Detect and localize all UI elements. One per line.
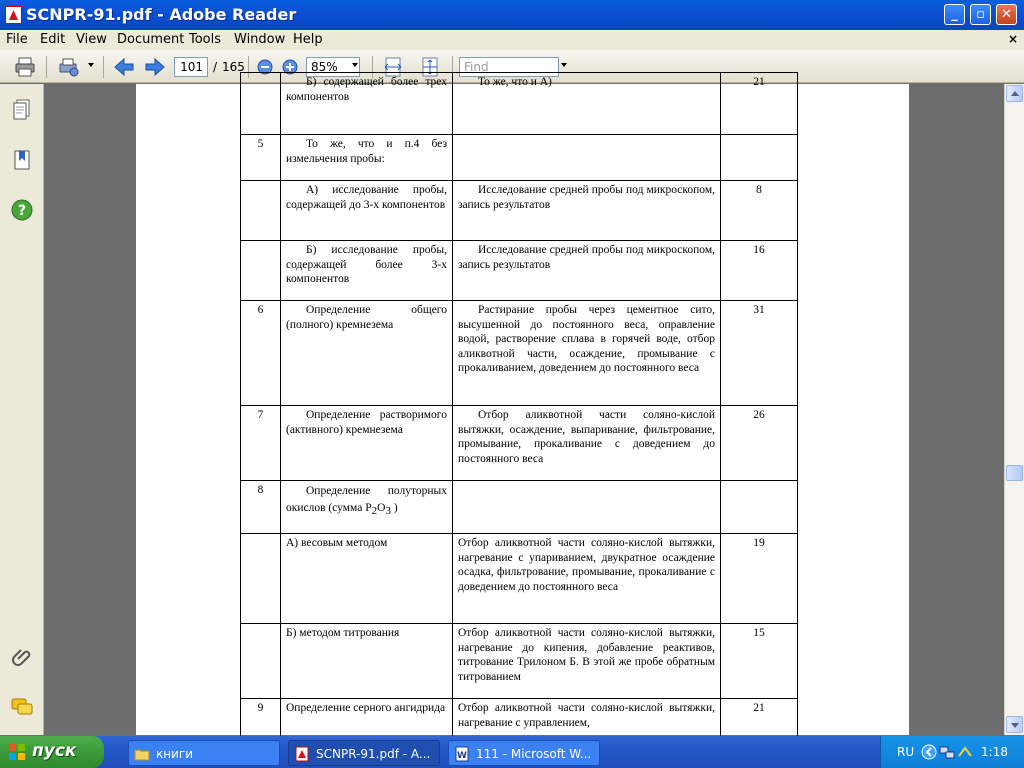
row-name: То же, что и п.4 без измельчения пробы:	[281, 135, 453, 181]
row-time: 8	[721, 181, 798, 241]
chevron-down-icon[interactable]	[352, 63, 358, 67]
pdf-page	[136, 76, 909, 735]
taskbar	[0, 736, 1024, 768]
title-bar	[0, 0, 1024, 30]
row-name-prefix: Определение полуторных окислов (сумма Р	[286, 485, 447, 514]
scroll-down-button[interactable]	[1006, 716, 1023, 733]
menu-window[interactable]: Window	[234, 32, 286, 47]
row-name: Определение серного ангидрида	[281, 699, 453, 739]
row-name: А) исследование пробы, содержащей до 3-х компонентов	[281, 181, 453, 241]
row-name-text: Определение растворимого (активного) кремнезема	[286, 409, 447, 436]
row-name: Б) содержащей более трех компонентов	[281, 73, 453, 135]
maximize-button[interactable]: ▫	[970, 4, 991, 25]
row-time: 19	[721, 534, 798, 624]
row-name-suffix: )	[393, 502, 398, 514]
menu-file[interactable]: File	[6, 32, 28, 47]
total-pages: 165	[222, 60, 245, 74]
table-row	[241, 481, 798, 534]
minimize-button[interactable]: _	[944, 4, 965, 25]
scrollbar-thumb[interactable]	[1006, 465, 1023, 481]
row-number	[241, 181, 281, 241]
chevron-down-icon[interactable]	[561, 63, 567, 67]
row-number: 8	[241, 481, 281, 534]
vertical-scrollbar[interactable]	[1004, 84, 1024, 735]
table-row	[241, 181, 798, 241]
row-description	[453, 135, 721, 181]
row-description: Растирание пробы через цементное сито, высушенной до постоянного веса, оправление водой, растворение сплава в горячей воде, отбор аликвотной части, осаждение, промывание с прокаливанием, доведением до постоянного веса	[453, 301, 721, 406]
help-icon[interactable]	[10, 198, 34, 222]
language-indicator[interactable]: RU	[897, 745, 915, 759]
print-icon[interactable]	[14, 56, 36, 78]
row-time: 26	[721, 406, 798, 481]
start-label: пуск	[32, 741, 77, 761]
page-separator: /	[213, 60, 218, 74]
row-time: 16	[721, 241, 798, 301]
row-name: Б) методом титрования	[281, 624, 453, 699]
row-description	[453, 481, 721, 534]
row-description: Отбор аликвотной части соляно-кислой вытяжки, нагревание до кипения, добавление реактивов, титрование Трилоном Б. В этой же пробе обратным титрованием	[453, 624, 721, 699]
row-name	[281, 481, 453, 534]
subscript-3: 3	[385, 505, 391, 517]
table-row	[241, 624, 798, 699]
document-viewport[interactable]	[44, 76, 1004, 735]
taskbar-item-label: SCNPR-91.pdf - A...	[316, 747, 431, 761]
taskbar-item-books[interactable]	[128, 740, 280, 766]
row-time: 21	[721, 73, 798, 135]
table-row	[241, 406, 798, 481]
row-time	[721, 135, 798, 181]
connection-icon[interactable]	[957, 744, 973, 760]
comments-icon[interactable]	[10, 695, 34, 719]
row-description: Исследование средней пробы под микроскопом, запись результатов	[453, 241, 721, 301]
toolbar-separator	[46, 56, 47, 78]
row-name: Определение общего (полного) кремнезема	[281, 301, 453, 406]
navigation-pane	[0, 84, 44, 735]
table-row	[241, 699, 798, 739]
taskbar-item-label: 111 - Microsoft W...	[476, 747, 592, 761]
row-number: 7	[241, 406, 281, 481]
row-name: Б) исследование пробы, содержащей более 3-х компонентов	[281, 241, 453, 301]
row-number	[241, 241, 281, 301]
svg-text:W: W	[457, 751, 467, 761]
menu-view[interactable]: View	[76, 32, 107, 47]
row-time: 31	[721, 301, 798, 406]
row-description: Отбор аликвотной части соляно-кислой вытяжки, нагревание с упариванием, двукратное осаждение осадка, фильтрование, промывание, прокаливание с доведением до постоянного веса	[453, 534, 721, 624]
zoom-level-select[interactable]: 85%	[306, 57, 360, 77]
table-row	[241, 73, 798, 135]
row-time: 21	[721, 699, 798, 739]
row-time	[721, 481, 798, 534]
table-row	[241, 301, 798, 406]
row-description: То же, что и А)	[453, 73, 721, 135]
row-description: Отбор аликвотной части соляно-кислой вытяжки, нагревание с управлением,	[453, 699, 721, 739]
attachment-icon[interactable]	[10, 645, 34, 669]
clock: 1:18	[981, 745, 1008, 759]
row-number	[241, 73, 281, 135]
svg-text:?: ?	[17, 203, 27, 219]
table-row	[241, 241, 798, 301]
system-tray	[880, 736, 1024, 768]
page-number-input[interactable]: 101	[174, 57, 208, 77]
row-number	[241, 534, 281, 624]
adobe-reader-icon	[5, 6, 22, 24]
row-number: 6	[241, 301, 281, 406]
subscript-2: 2	[371, 505, 378, 517]
start-button[interactable]	[0, 736, 104, 768]
folder-icon	[134, 746, 150, 762]
chevron-left-icon[interactable]	[921, 744, 937, 760]
taskbar-item-adobe-reader[interactable]	[288, 740, 440, 766]
windows-logo-icon	[8, 743, 26, 761]
row-number	[241, 624, 281, 699]
row-number: 9	[241, 699, 281, 739]
menu-help[interactable]: Help	[293, 32, 323, 47]
row-name	[281, 406, 453, 481]
close-button[interactable]: ✕	[996, 4, 1017, 25]
previous-page-icon[interactable]	[113, 56, 135, 78]
toolbar-separator	[103, 56, 104, 78]
find-input[interactable]: Find	[459, 57, 559, 77]
menu-document[interactable]: Document	[117, 32, 185, 47]
document-table	[240, 72, 798, 739]
row-time: 15	[721, 624, 798, 699]
scroll-up-button[interactable]	[1006, 85, 1023, 102]
table-row	[241, 534, 798, 624]
word-document-icon	[454, 746, 470, 762]
taskbar-item-label: книги	[156, 747, 193, 761]
pages-icon[interactable]	[10, 98, 34, 122]
network-icon[interactable]	[939, 744, 955, 760]
next-page-icon[interactable]	[144, 56, 166, 78]
row-description: Отбор аликвотной части соляно-кислой вытяжки, осаждение, выпаривание, фильтрование, промывание, прокаливание с доведением до постоянного веса	[453, 406, 721, 481]
page-setup-icon[interactable]	[58, 56, 80, 78]
table-row	[241, 135, 798, 181]
row-name-mid: О	[377, 502, 386, 514]
taskbar-item-word[interactable]	[448, 740, 600, 766]
document-close-button[interactable]: ×	[1008, 32, 1019, 46]
menu-tools[interactable]: Tools	[189, 32, 222, 47]
menu-bar	[0, 30, 1024, 50]
row-number: 5	[241, 135, 281, 181]
row-name: А) весовым методом	[281, 534, 453, 624]
chevron-down-icon[interactable]	[88, 63, 94, 67]
window-title: SCNPR-91.pdf - Adobe Reader	[26, 5, 297, 24]
menu-edit[interactable]: Edit	[40, 32, 66, 47]
row-description: Исследование средней пробы под микроскопом, запись результатов	[453, 181, 721, 241]
bookmarks-icon[interactable]	[10, 148, 34, 172]
pdf-icon	[294, 746, 310, 762]
